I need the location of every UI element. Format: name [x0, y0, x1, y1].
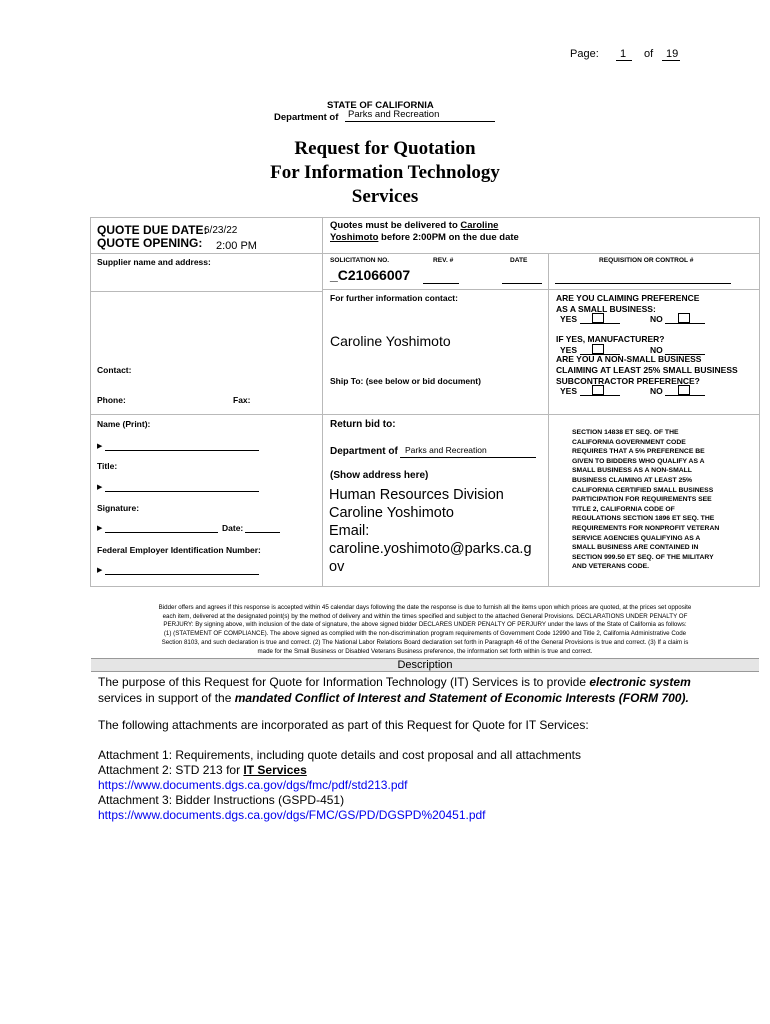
delivery-instructions: Quotes must be delivered to Caroline Yoshimoto before 2:00PM on the due date — [330, 220, 519, 243]
manufacturer-question: IF YES, MANUFACTURER? — [556, 334, 665, 344]
quote-opening-value: 2:00 PM — [216, 240, 257, 252]
nsb-yes-label: YES — [560, 386, 578, 396]
solicitation-number: _C21066007 — [330, 267, 411, 283]
sb-yes-label: YES — [560, 314, 578, 324]
date-label: DATE — [510, 257, 528, 264]
return-bid-label: Return bid to: — [330, 419, 396, 430]
fein-label: Federal Employer Identification Number: — [97, 545, 261, 555]
pointer-arrow-icon: ▶ — [97, 484, 103, 491]
supplier-label: Supplier name and address: — [97, 257, 211, 267]
bidder-disclaimer: Bidder offers and agrees if this response is accepted within 45 calendar days following the date the response is due to furnish all the items upon which prices are quoted, at the prices set opposite each item, delivered at the designated point(s) by the method of delivery and within the times specified and subject to the attached General Provisions. DECLARATIONS UNDER PENALTY OF PERJURY: By signing above, with inclusion of the date of signature, the above signed bidder DECLARES UNDER PENALTY OF PERJURY under the laws of the State of California as follows: (1) (STATEMENT OF COMPLIANCE). The above signed as complied with the non-discrimination program requirements of Government Code 12990 and Title 2, California Administrative Code Section 8103, and such declaration is true and correct. (2) The National Labor Relations Board declaration set forth in Paragraph 46 of the General Provisions is true and correct. (3) If a claim is made for the Small Business or Disabled Veterans Business preference, the information set forth within is true and correct. — [158, 604, 692, 655]
quote-opening-label: QUOTE OPENING: — [97, 236, 203, 250]
sign-date-label: Date: — [222, 523, 244, 533]
sb-no-checkbox[interactable] — [678, 313, 690, 323]
mfr-yes-checkbox[interactable] — [592, 344, 604, 354]
nsb-no-label: NO — [650, 386, 663, 396]
nsb-yes-checkbox[interactable] — [592, 385, 604, 395]
description-header: Description — [91, 658, 759, 672]
gspd451-link[interactable]: https://www.documents.dgs.ca.gov/dgs/FMC/GS/PD/DGSPD%20451.pdf — [98, 808, 486, 822]
attachment-2: Attachment 2: STD 213 for IT Services — [98, 763, 307, 777]
small-business-question: ARE YOU CLAIMING PREFERENCE AS A SMALL BUSINESS: — [556, 293, 700, 314]
phone-label: Phone: — [97, 395, 126, 405]
page-of-label: of — [644, 48, 654, 60]
pointer-arrow-icon: ▶ — [97, 567, 103, 574]
page-number: 1 — [620, 48, 627, 60]
quote-due-label: QUOTE DUE DATE: — [97, 223, 208, 237]
department-label: Department of — [274, 112, 339, 123]
name-print-field[interactable] — [105, 450, 259, 451]
ship-to-label: Ship To: (see below or bid document) — [330, 376, 481, 386]
pointer-arrow-icon: ▶ — [97, 525, 103, 532]
fax-label: Fax: — [233, 395, 251, 405]
sb-yes-checkbox[interactable] — [592, 313, 604, 323]
show-address-label: (Show address here) — [330, 470, 429, 481]
return-dept-name: Parks and Recreation — [405, 445, 487, 455]
rev-label: REV. # — [433, 257, 454, 264]
sb-no-label: NO — [650, 314, 663, 324]
return-address: Human Resources Division Caroline Yoshimoto Email: caroline.yoshimoto@parks.ca.g ov — [329, 487, 532, 575]
department-name: Parks and Recreation — [348, 109, 440, 120]
page-title: Request for Quotation For Information Technology Services — [270, 138, 500, 207]
name-print-label: Name (Print): — [97, 419, 151, 429]
nsb-no-checkbox[interactable] — [678, 385, 690, 395]
solicitation-no-label: SOLICITATION NO. — [330, 257, 390, 264]
std213-link[interactable]: https://www.documents.dgs.ca.gov/dgs/fmc/pdf/std213.pdf — [98, 778, 408, 792]
attachments-list — [98, 748, 581, 823]
state-heading: STATE OF CALIFORNIA — [327, 100, 434, 111]
mfr-yes-label: YES — [560, 345, 578, 355]
title-label: Title: — [97, 461, 118, 471]
fein-field[interactable] — [105, 574, 259, 575]
signature-label: Signature: — [97, 503, 140, 513]
page-label: Page: — [570, 48, 599, 60]
requisition-label: REQUISITION OR CONTROL # — [599, 257, 694, 264]
info-contact-label: For further information contact: — [330, 293, 458, 303]
mfr-no-label: NO — [650, 345, 663, 355]
return-dept-label: Department of — [330, 446, 398, 457]
pointer-arrow-icon: ▶ — [97, 443, 103, 450]
attachment-3: Attachment 3: Bidder Instructions (GSPD-451) — [98, 793, 345, 807]
page-total: 19 — [666, 48, 679, 60]
contact-name: Caroline Yoshimoto — [330, 333, 451, 349]
quote-due-value: 6/23/22 — [204, 225, 238, 236]
section-notice: SECTION 14838 ET SEQ. OF THE CALIFORNIA GOVERNMENT CODE REQUIRES THAT A 5% PREFERENCE BE GIVEN TO BIDDERS WHO QUALIFY AS A SMALL BUSINESS AS A NON-SMALL BUSINESS CLAIMING AT LEAST 25% CALIFORNIA CERTIFIED SMALL BUSINESS PARTICIPATION FOR REQUIREMENTS SEE TITLE 2, CALIFORNIA CODE OF REGULATIONS SECTION 1896 ET SEQ. THE REQUIREMENTS FOR NONPROFIT VETERAN SERVICE AGENCIES QUALIFYING AS A SMALL BUSINESS ARE CONTAINED IN SECTION 999.50 ET SEQ. OF THE MILITARY AND VETERANS CODE. — [572, 429, 720, 571]
signature-field[interactable] — [105, 532, 218, 533]
non-small-business-question: ARE YOU A NON-SMALL BUSINESS CLAIMING AT LEAST 25% SMALL BUSINESS SUBCONTRACTOR PREFERENCE? — [556, 354, 738, 386]
attachment-1: Attachment 1: Requirements, including quote details and cost proposal and all attachments — [98, 748, 581, 762]
description-paragraph: The purpose of this Request for Quote for Information Technology (IT) Services is to provide electronic system services in support of the mandated Conflict of Interest and Statement of Economic Interests (FORM 700). — [98, 675, 691, 705]
title-field[interactable] — [105, 491, 259, 492]
contact-label: Contact: — [97, 365, 132, 375]
attachments-intro: The following attachments are incorporated as part of this Request for Quote for IT Services: — [98, 718, 589, 732]
sign-date-field[interactable] — [245, 532, 280, 533]
